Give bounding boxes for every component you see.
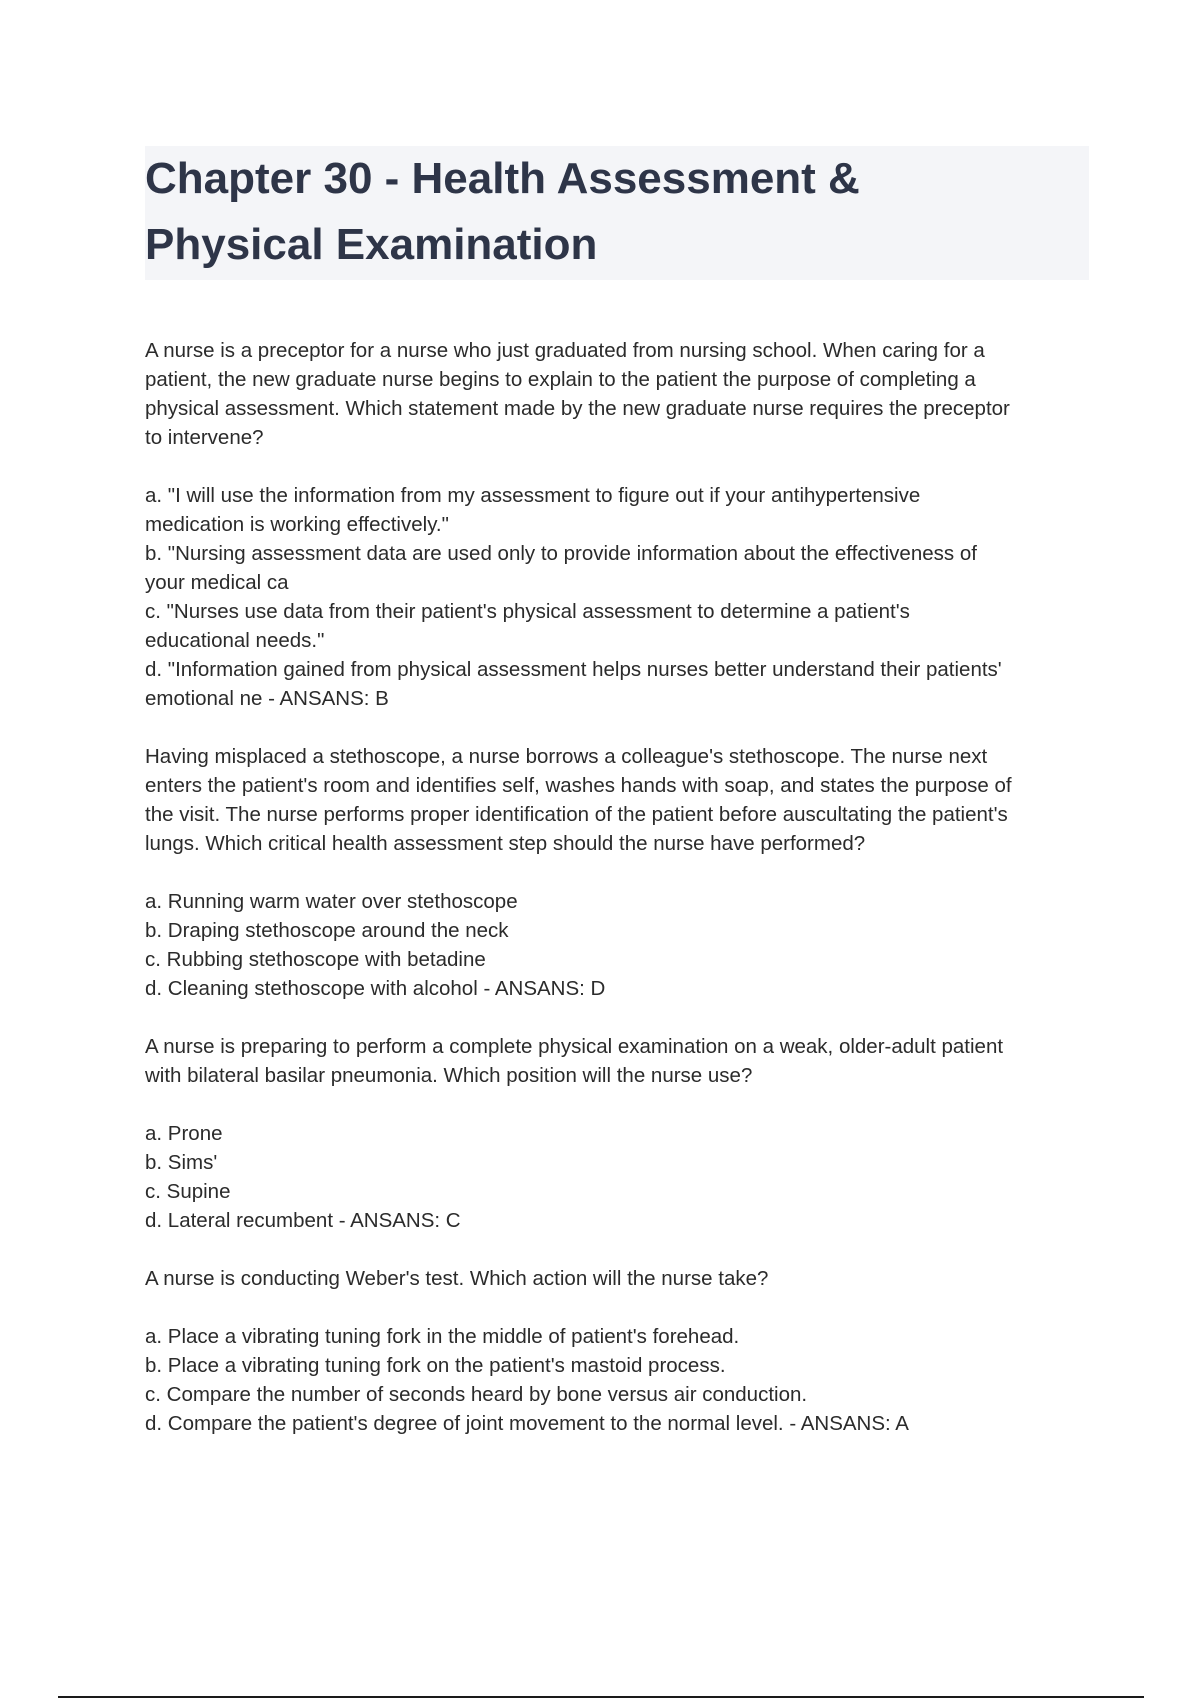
option-line: a. Prone bbox=[145, 1122, 223, 1145]
stem-line: Having misplaced a stethoscope, a nurse borrows a colleague's stethoscope. The nurse next bbox=[145, 745, 988, 768]
stem-line: A nurse is a preceptor for a nurse who just graduated from nursing school. When caring for a bbox=[145, 339, 985, 362]
answer-options bbox=[145, 481, 1095, 713]
option-line-answer: emotional ne - ANSANS: B bbox=[145, 687, 389, 710]
option-line: b. Place a vibrating tuning fork on the patient's mastoid process. bbox=[145, 1354, 726, 1377]
option-line: c. Supine bbox=[145, 1180, 231, 1203]
answer-options bbox=[145, 1322, 1095, 1438]
chapter-title-line-1: Chapter 30 - Health Assessment & bbox=[145, 154, 860, 203]
option-line: c. "Nurses use data from their patient's physical assessment to determine a patient's bbox=[145, 600, 910, 623]
page-bottom-rule bbox=[58, 1696, 1144, 1698]
question-stem bbox=[145, 1032, 1095, 1090]
option-line-answer: d. Lateral recumbent - ANSANS: C bbox=[145, 1209, 461, 1232]
question-list bbox=[145, 336, 1095, 1438]
stem-line: A nurse is conducting Weber's test. Which action will the nurse take? bbox=[145, 1267, 769, 1290]
question-stem bbox=[145, 1264, 1095, 1293]
stem-line: with bilateral basilar pneumonia. Which position will the nurse use? bbox=[145, 1064, 753, 1087]
stem-line: the visit. The nurse performs proper identification of the patient before auscultating the patient's bbox=[145, 803, 1008, 826]
option-line-answer: d. Compare the patient's degree of joint movement to the normal level. - ANSANS: A bbox=[145, 1412, 909, 1435]
option-line: educational needs." bbox=[145, 629, 325, 652]
option-line: a. Running warm water over stethoscope bbox=[145, 890, 518, 913]
question-1 bbox=[145, 336, 1095, 713]
option-line: your medical ca bbox=[145, 571, 289, 594]
question-2 bbox=[145, 742, 1095, 1003]
option-line: a. "I will use the information from my assessment to figure out if your antihypertensive bbox=[145, 484, 921, 507]
answer-options bbox=[145, 887, 1095, 1003]
question-4 bbox=[145, 1264, 1095, 1438]
option-line: medication is working effectively." bbox=[145, 513, 449, 536]
option-line: d. "Information gained from physical assessment helps nurses better understand their patients' bbox=[145, 658, 1002, 681]
stem-line: physical assessment. Which statement made by the new graduate nurse requires the preceptor bbox=[145, 397, 1010, 420]
stem-line: to intervene? bbox=[145, 426, 264, 449]
option-line: a. Place a vibrating tuning fork in the middle of patient's forehead. bbox=[145, 1325, 740, 1348]
option-line: b. Sims' bbox=[145, 1151, 218, 1174]
question-3 bbox=[145, 1032, 1095, 1235]
option-line: b. Draping stethoscope around the neck bbox=[145, 919, 509, 942]
option-line: b. "Nursing assessment data are used only to provide information about the effectiveness of bbox=[145, 542, 977, 565]
answer-options bbox=[145, 1119, 1095, 1235]
stem-line: lungs. Which critical health assessment step should the nurse have performed? bbox=[145, 832, 866, 855]
stem-line: enters the patient's room and identifies self, washes hands with soap, and states the purpose of bbox=[145, 774, 1012, 797]
chapter-title-block bbox=[145, 146, 1089, 280]
option-line: c. Rubbing stethoscope with betadine bbox=[145, 948, 486, 971]
question-stem bbox=[145, 336, 1095, 452]
stem-line: A nurse is preparing to perform a complete physical examination on a weak, older-adult patient bbox=[145, 1035, 1004, 1058]
option-line-answer: d. Cleaning stethoscope with alcohol - ANSANS: D bbox=[145, 977, 606, 1000]
stem-line: patient, the new graduate nurse begins to explain to the patient the purpose of completing a bbox=[145, 368, 976, 391]
option-line: c. Compare the number of seconds heard by bone versus air conduction. bbox=[145, 1383, 808, 1406]
question-stem bbox=[145, 742, 1095, 858]
chapter-title-line-2: Physical Examination bbox=[145, 220, 598, 269]
